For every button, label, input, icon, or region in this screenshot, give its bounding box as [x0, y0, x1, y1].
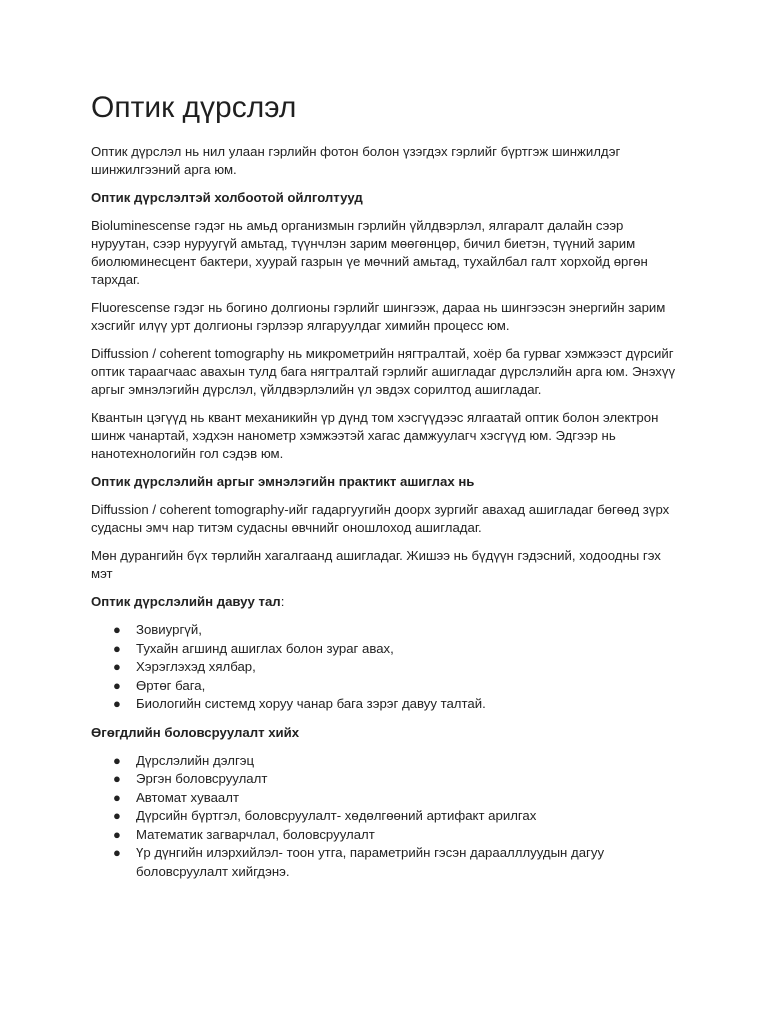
paragraph-endoscopy: Мөн дурангийн бүх төрлийн хагалгаанд ашигладаг. Жишээ нь бүдүүн гэдэсний, ходоодны гэх мэт [91, 548, 661, 581]
list-item [91, 770, 676, 789]
list-item-text: Дүрслэлийн дэлгэц [136, 752, 255, 768]
bullet-icon: ● [113, 659, 121, 674]
list-item-text: Математик загварчлал, боловсруулалт [136, 826, 375, 842]
list-item [91, 752, 676, 771]
section-heading-data-processing: Өгөгдлийн боловсруулалт хийх [91, 724, 300, 740]
list-item-text: Өртөг бага, [136, 677, 206, 693]
paragraph-bioluminescence: Bioluminescense гэдэг нь амьд организмын гэрлийн үйлдвэрлэл, ялгаралт далайн сээр нуруутан, сээр нуруугүй амьтад, түүнчлэн зарим мөөгөнцөр, бичил биетэн, түүний зарим биолюминесцент бактери, хуурай газрын үе мөчний амьтад, тухайлбал галт хорхойд өргөн тархдаг. [91, 218, 648, 287]
paragraph-quantum-dots: Квантын цэгүүд нь квант механикийн үр дүнд том хэсгүүдээс ялгаатай оптик болон электрон шинж чанартай, хэдхэн нанометр хэмжээтэй хагас дамжуулагч хэсгүүд юм. Эдгээр нь нанотехнологийн гол сэдэв юм. [91, 410, 659, 461]
paragraph-fluorescence: Fluorescense гэдэг нь богино долгионы гэрлийг шингээж, дараа нь шингээсэн энергийн зарим хэсгийг илүү урт долгионы гэрлээр ялгаруулдаг химийн процесс юм. [91, 300, 666, 333]
list-item-text: Хэрэглэхэд хялбар, [136, 659, 256, 674]
list-item [91, 826, 676, 845]
list-item [91, 789, 676, 808]
bullet-icon: ● [113, 622, 121, 637]
list-item [91, 844, 676, 881]
page-title: Оптик дүрслэл [91, 91, 297, 124]
list-item-text: Дүрсийн бүртгэл, боловсруулалт- хөдөлгөөний артифакт арилгах [136, 808, 537, 823]
bullet-icon: ● [113, 789, 121, 805]
list-item-text: Тухайн агшинд ашиглах болон зураг авах, [136, 640, 394, 656]
list-item-text: Үр дүнгийн илэрхийлэл- тоон утга, параметрийн гэсэн дараалллуудын дагуу боловсруулалт хийгдэнэ. [136, 845, 605, 879]
list-item [91, 640, 676, 659]
bullet-icon: ● [113, 771, 121, 786]
bullet-icon: ● [113, 808, 121, 823]
bullet-icon: ● [113, 845, 121, 860]
list-item [91, 695, 676, 714]
section-heading-clinical-use: Оптик дүрслэлийн аргыг эмнэлэгийн практикт ашиглах нь [91, 474, 475, 489]
intro-paragraph: Оптик дүрслэл нь нил улаан гэрлийн фотон болон үзэгдэх гэрлийг бүртгэж шинжилдэг шинжилгээний арга юм. [91, 144, 621, 177]
bullet-icon: ● [113, 696, 121, 711]
section-heading-advantages: Оптик дүрслэлийн давуу тал [91, 594, 281, 609]
list-item [91, 658, 676, 677]
paragraph-clinical-tomography: Diffussion / coherent tomography-ийг гадаргуугийн доорх зургийг авахад ашигладаг бөгөөд зүрх судасны эмч нар титэм судасны өвчнийг оношлоход ашигладаг. [91, 502, 670, 535]
list-item [91, 807, 676, 826]
advantages-list [91, 621, 676, 714]
bullet-icon: ● [113, 677, 121, 693]
data-processing-list [91, 752, 676, 882]
list-item-text: Зовиургүй, [136, 622, 202, 637]
list-item-text: Эргэн боловсруулалт [136, 771, 268, 786]
list-item-text: Автомат хуваалт [136, 789, 240, 805]
section-heading-advantages-line [91, 593, 676, 611]
bullet-icon: ● [113, 640, 121, 656]
bullet-icon: ● [113, 752, 121, 768]
section-heading-concepts: Оптик дүрслэлтэй холбоотой ойлголтууд [91, 190, 363, 205]
paragraph-tomography: Diffussion / coherent tomography нь микрометрийн нягтралтай, хоёр ба гурваг хэмжээст дүрсийг оптик тараагчаас авахын тулд бага нягтралтай гэрлийг ашигладаг дүрслэлийн арга юм. Энэхүү аргыг эмнэлэгийн дүрслэл, үйлдвэрлэлийн үл эвдэх сорилтод ашигладаг. [91, 346, 676, 397]
bullet-icon: ● [113, 826, 121, 842]
heading-colon: : [280, 594, 285, 609]
list-item [91, 621, 676, 640]
list-item-text: Биологийн системд хоруу чанар бага зэрэг давуу талтай. [136, 696, 486, 711]
list-item [91, 677, 676, 696]
